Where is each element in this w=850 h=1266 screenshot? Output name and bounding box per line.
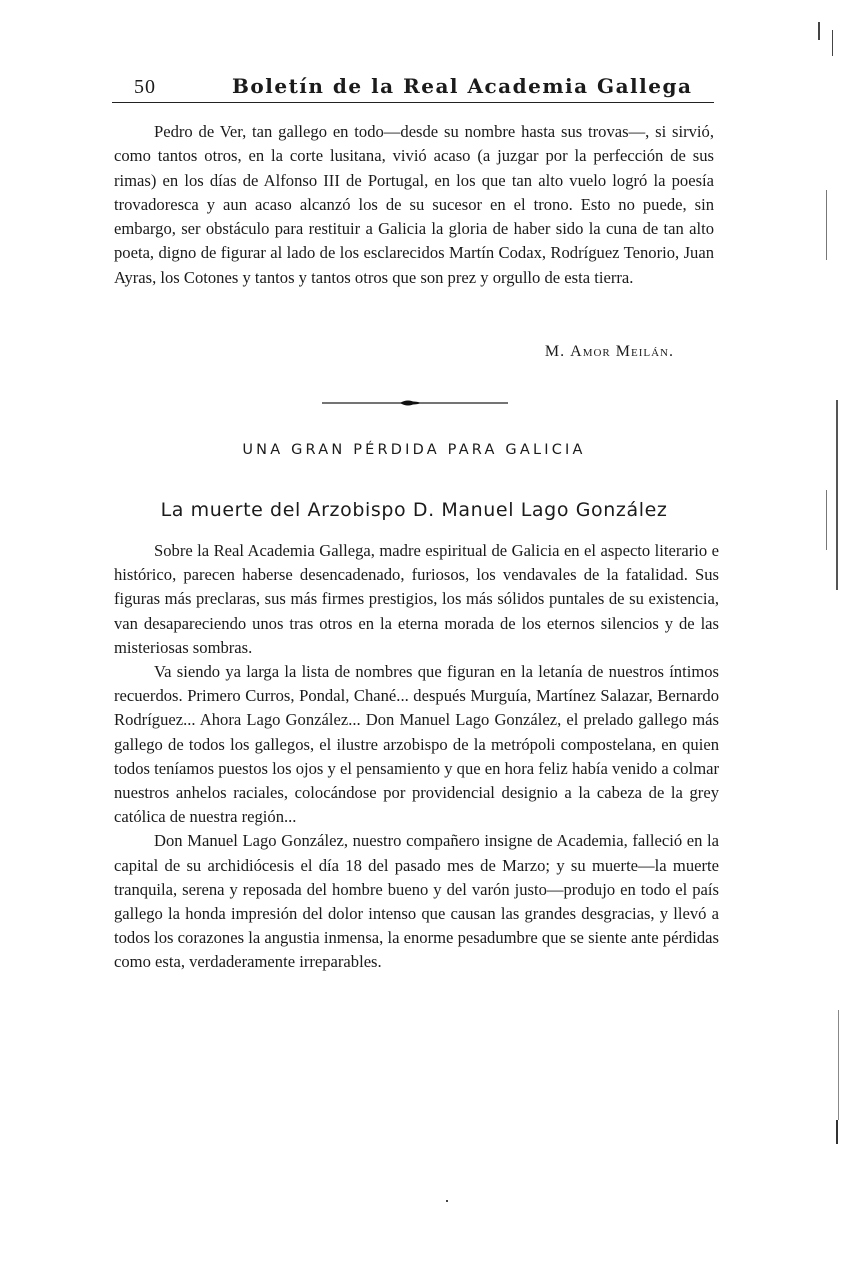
paragraph: Sobre la Real Academia Gallega, madre espiritual de Galicia en el aspecto literario e histórico, parecen haberse desencadenado, furiosos, los vendavales de la fatalidad. Sus figuras más preclaras, sus más firmes prestigios, los más sólidos puntales de su existencia, van desapareciendo unos tras otros en la eterna morada de los eternos silencios y de las misteriosas sombras. [114, 541, 719, 657]
scan-mark [826, 490, 827, 550]
scan-mark [832, 30, 833, 56]
signature-name: Amor Meilán. [570, 343, 674, 360]
ornamental-divider-icon [322, 395, 508, 411]
scan-mark [836, 1120, 838, 1144]
article-title: La muerte del Arzobispo D. Manuel Lago González [160, 499, 668, 521]
author-signature [545, 343, 674, 361]
signature-initial: M. [544, 343, 566, 360]
paragraph: Don Manuel Lago González, nuestro compañero insigne de Academia, falleció en la capital de su archidiócesis el día 18 del pasado mes de Marzo; y su muerte—la muerte tranquila, serena y reposada del hombre bueno y del varón justo—produjo en todo el país gallego la honda impresión del dolor intenso que causan las grandes desgracias, y llevó a todos los corazones la angustia inmensa, la enorme pesadumbre que se siente ante pérdidas como esta, verdaderamente irreparables. [114, 831, 719, 972]
journal-title: Boletín de la Real Academia Gallega [232, 74, 693, 98]
paragraph: Va siendo ya larga la lista de nombres que figuran en la letanía de nuestros íntimos recuerdos. Primero Curros, Pondal, Chané... después Murguía, Martínez Salazar, Bernardo Rodríguez... Ahora Lago González... Don Manuel Lago González, el prelado gallego más gallego de todos los gallegos, el ilustre arzobispo de la metrópoli compostelana, en quien todos teníamos puestos los ojos y el pensamiento y que en hora feliz había venido a colmar nuestros anhelos raciales, colocándose por providencial designio a la cabeza de la grey católica de nuestra región... [114, 662, 719, 827]
section-title: UNA GRAN PÉRDIDA PARA GALICIA [242, 442, 586, 458]
page-number: 50 [134, 76, 156, 98]
scan-mark [818, 22, 820, 40]
scan-mark [836, 400, 838, 590]
scan-mark [446, 1200, 448, 1202]
scan-mark [826, 190, 827, 260]
previous-article-conclusion [114, 120, 714, 290]
running-header [112, 70, 714, 103]
scan-mark [838, 1010, 839, 1120]
article-body [114, 539, 719, 975]
paragraph: Pedro de Ver, tan gallego en todo—desde su nombre hasta sus trovas—, si sirvió, como tantos otros, en la corte lusitana, vivió acaso (a juzgar por la perfección de sus rimas) en los días de Alfonso III de Portugal, en los que tan alto vuelo logró la poesía trovadoresca y aun acaso alcanzó los de su sucesor en el trono. Esto no puede, sin embargo, ser obstáculo para restituir a Galicia la gloria de haber sido la cuna de tan alto poeta, digno de figurar al lado de los esclarecidos Martín Codax, Rodríguez Tenorio, Juan Ayras, los Cotones y tantos y tantos otros que son prez y orgullo de esta tierra. [114, 122, 714, 287]
